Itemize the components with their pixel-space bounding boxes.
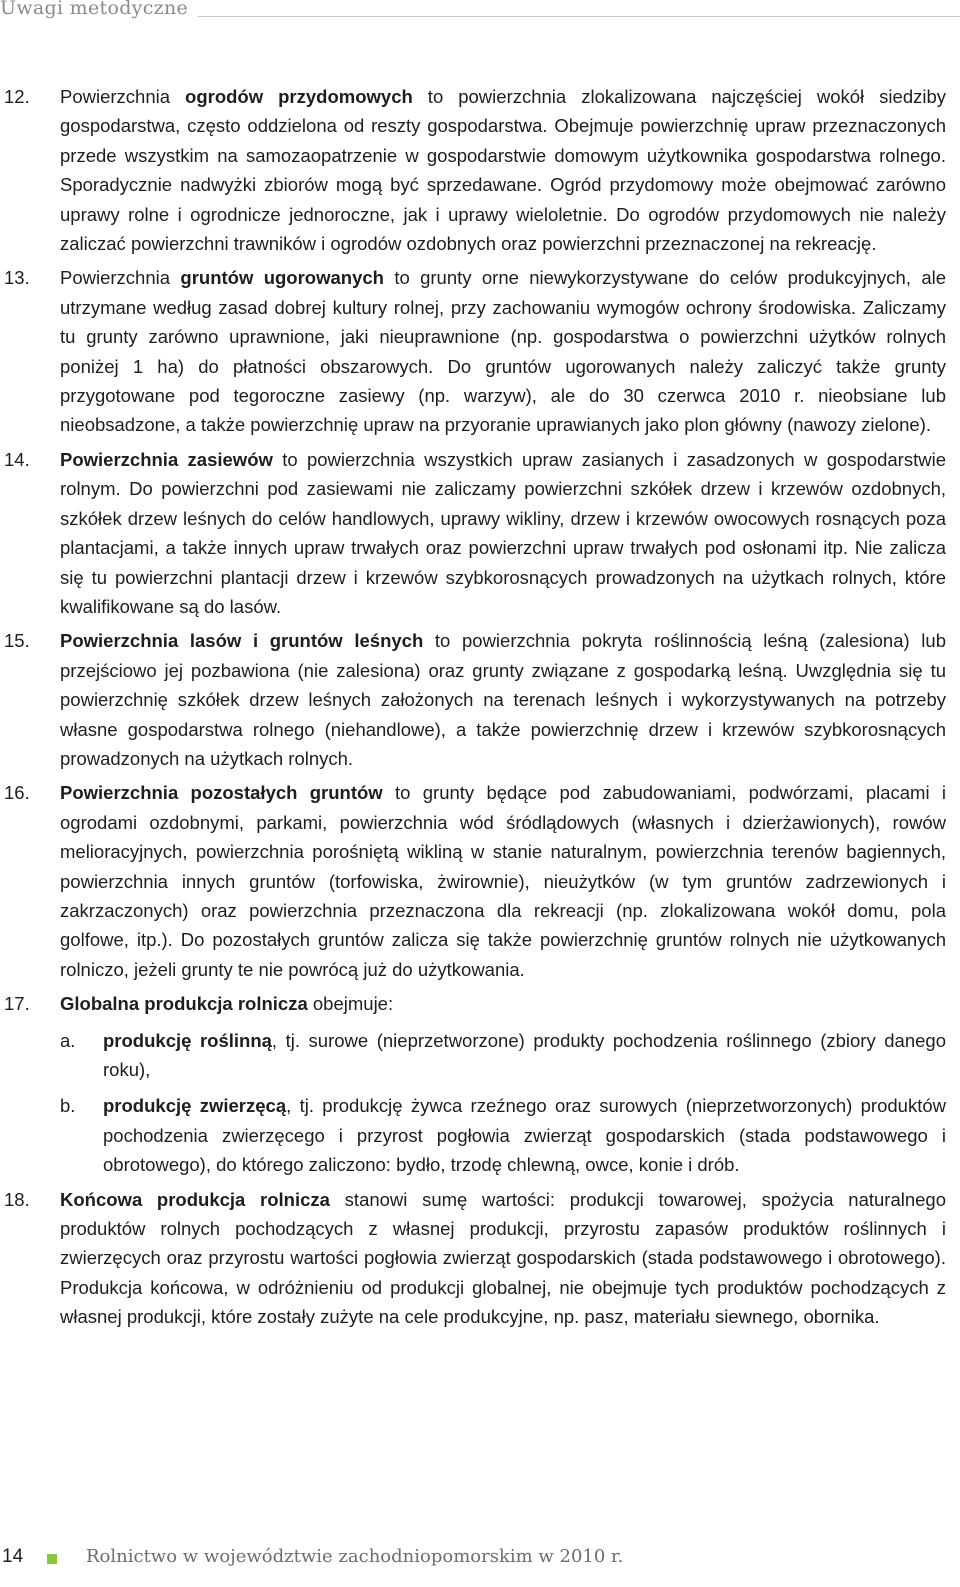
sub-item-letter: b. [60,1095,76,1117]
publication-title: Rolnictwo w województwie zachodniopomorskim w 2010 r. [86,1546,624,1567]
item-number: 18. [4,1188,30,1210]
definition-item-17 [4,989,946,1179]
square-bullet-icon [47,1554,57,1564]
item-text: Końcowa produkcja rolnicza stanowi sumę wartości: produkcji towarowej, spożycia naturalnego produktów rolnych pochodzących z własnej produkcji, przyrostu zapasów produktów roślinnych i zwierzęcych oraz przyrostu wartości pogłowia zwierząt gospodarskich (stada podstawowego i obrotowego). Produkcja końcowa, w odróżnieniu od produkcji globalnej, nie obejmuje tych produktów pochodzących z własnej produkcji, które zostały zużyte na cele produkcyjne, np. pasz, materiału siewnego, obornika. [60,1188,947,1328]
item-number: 16. [4,782,30,804]
item-number: 15. [4,630,30,652]
term: Globalna produkcja rolnicza [60,993,308,1015]
item-text: Powierzchnia gruntów ugorowanych to grunty orne niewykorzystywane do celów produkcyjnych, ale utrzymane według zasad dobrej kultury rolnej, przy zachowaniu wymogów ochrony środowiska. Zaliczamy tu grunty zarówno uprawnione, jaki nieuprawnione (np. gospodarstwa o powierzchni użytków rolnych poniżej 1 ha) do płatności obszarowych. Do gruntów ugorowanych należy zaliczyć także grunty przygotowane pod tegoroczne zasiewy (np. warzyw), ale do 30 czerwca 2010 r. nieobsiane lub nieobsadzone, a także powierzchnię upraw na przyoranie uprawianych jako plon główny (nawozy zielone). [60,267,947,436]
sub-item-text: produkcję zwierzęcą, tj. produkcję żywca rzeźnego oraz surowych (nieprzetworzonych) produktów pochodzenia zwierzęcego i przyrost pogłowia zwierząt gospodarskich (stada podstawowego i obrotowego), do którego zaliczono: bydło, trzodę chlewną, owce, konie i drób. [103,1095,946,1176]
item-text: Powierzchnia zasiewów to powierzchnia wszystkich upraw zasianych i zasadzonych w gospodarstwie rolnym. Do powierzchni pod zasiewami nie zaliczamy powierzchni szkółek drzew i krzewów ozdobnych, szkółek drzew leśnych do celów handlowych, uprawy wikliny, drzew i krzewów owocowych rosnących poza plantacjami, a także innych upraw trwałych oraz powierzchni upraw trwałych pod osłonami itp. Nie zalicza się tu powierzchni plantacji drzew i krzewów szybkorosnących prowadzonych na użytkach rolnych, które kwalifikowane są do lasów. [60,448,946,617]
sub-item-a [60,1026,946,1085]
page-footer [0,1540,960,1580]
definition-item-13 [4,263,946,439]
definition-item-15 [4,626,946,773]
page-number: 14 [2,1546,24,1567]
item-text: Globalna produkcja rolnicza obejmuje: [60,993,394,1015]
definition-item-12 [4,82,946,258]
section-title: Uwagi metodyczne [0,0,189,19]
term: Powierzchnia pozostałych gruntów [60,782,383,804]
header-divider [198,16,960,17]
item-number: 12. [4,86,30,107]
item-text: Powierzchnia lasów i gruntów leśnych to powierzchnia pokryta roślinnością leśną (zalesiona) lub przejściowo jej pozbawiona (nie zalesiona) oraz grunty związane z gospodarką leśną. Uwzględnia się tu powierzchnię szkółek drzew leśnych założonych na terenach leśnych i wykorzystywanych na potrzeby własne gospodarstwa rolnego (niehandlowe), a także powierzchnię drzew i krzewów szybkorosnących prowadzonych na użytkach rolnych. [60,630,946,769]
term: produkcję roślinną [103,1029,272,1051]
item-number: 14. [4,448,30,470]
sub-item-text: produkcję roślinną, tj. surowe (nieprzetworzone) produkty pochodzenia roślinnego (zbiory danego roku), [103,1029,946,1080]
page-header [0,0,960,30]
sub-item-letter: a. [60,1029,76,1051]
item-number: 13. [4,267,30,289]
term: gruntów ugorowanych [180,267,384,289]
item-text: Powierzchnia ogrodów przydomowych to powierzchnia zlokalizowana najczęściej wokół siedziby gospodarstwa, często oddzielona od reszty gospodarstwa. Obejmuje powierzchnię upraw przeznaczonych przede wszystkim na samozaopatrzenie w gospodarstwie domowym użytkownika gospodarstwa rolnego. Sporadycznie nadwyżki zbiorów mogą być sprzedawane. Ogród przydomowy może obejmować zarówno uprawy rolne i ogrodnicze jednoroczne, jak i uprawy wieloletnie. Do ogrodów przydomowych nie należy zaliczać powierzchni trawników i ogrodów ozdobnych oraz powierzchni przeznaczonej na rekreację. [60,86,947,255]
definition-item-18 [4,1185,946,1332]
sub-item-b [60,1091,946,1179]
item-text: Powierzchnia pozostałych gruntów to grunty będące pod zabudowaniami, podwórzami, placami i ogrodami ozdobnymi, parkami, powierzchnia wód śródlądowych (własnych i dzierżawionych), rowów melioracyjnych, powierzchnia porośniętą wikliną w stanie naturalnym, powierzchnia terenów bagiennych, powierzchnia innych gruntów (torfowiska, żwirownie), nieużytków (w tym gruntów zadrzewionych i zakrzaczonych) oraz powierzchnia przeznaczona dla rekreacji (np. zlokalizowana wokół domu, pola golfowe, itp.). Do pozostałych gruntów zalicza się także powierzchnię gruntów rolnych nie użytkowanych rolniczo, jeżeli grunty te nie powrócą już do użytkowania. [60,782,946,980]
term: Powierzchnia zasiewów [60,448,273,470]
definitions-list [4,82,946,1337]
term: produkcję zwierzęcą [103,1095,287,1117]
item-number: 17. [4,993,30,1015]
definition-item-16 [4,778,946,984]
term: Końcowa produkcja rolnicza [60,1188,330,1210]
definition-item-14 [4,445,946,621]
term: ogrodów przydomowych [185,86,413,107]
term: Powierzchnia lasów i gruntów leśnych [60,630,424,652]
